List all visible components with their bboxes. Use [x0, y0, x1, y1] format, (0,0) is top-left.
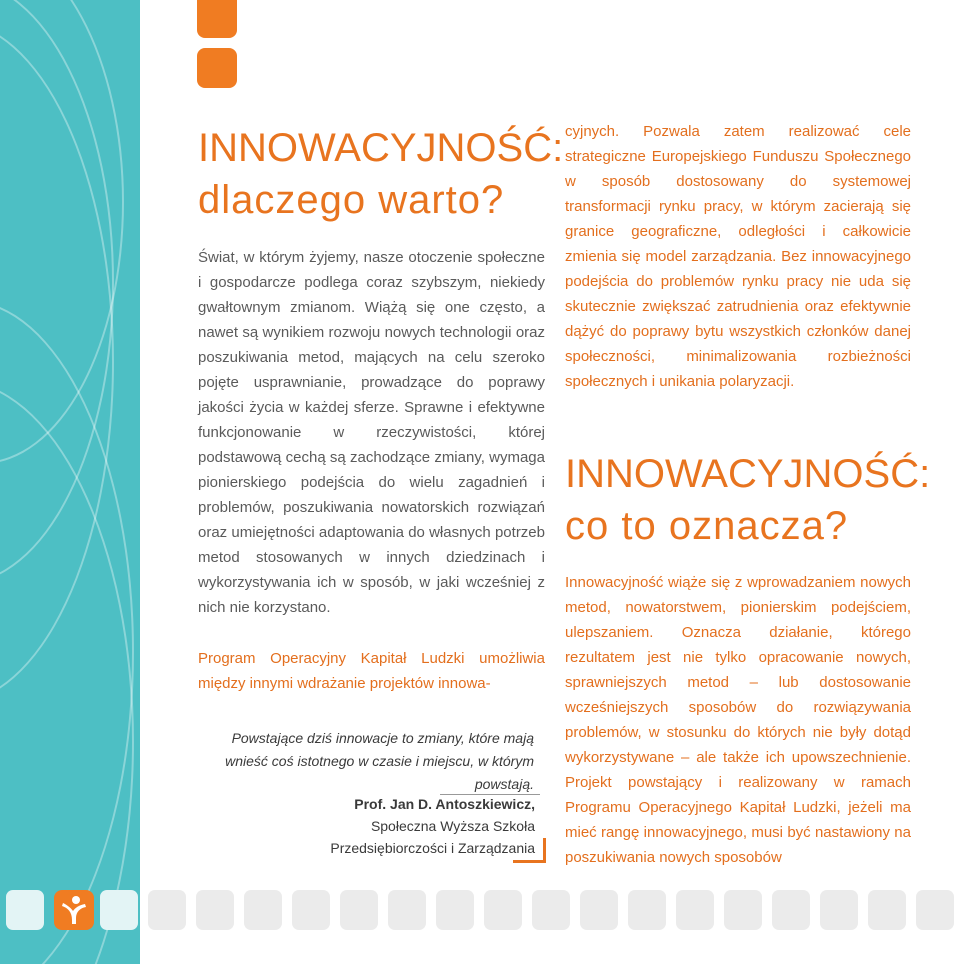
section1-paragraph-2: Program Operacyjny Kapitał Ludzki umożliwia między innymi wdrażanie projektów innowa-: [198, 650, 545, 692]
quote-author: [300, 793, 535, 859]
section2-title: [565, 448, 931, 552]
tile: [100, 890, 138, 930]
author-affiliation-line1: Społeczna Wyższa Szkoła: [370, 818, 535, 834]
tile: [868, 890, 906, 930]
tile: [820, 890, 858, 930]
tile: [436, 890, 474, 930]
tile: [484, 890, 522, 930]
tile: [580, 890, 618, 930]
tile: [148, 890, 186, 930]
section1-paragraph-2-continued: cyjnych. Pozwala zatem realizować cele strategiczne Europejskiego Funduszu Społecznego w sposób dostosowany do systemowej transformacji rynku pracy, w którym zacierają się granice geograficzne, odległości i całkowicie zmienia się model zarządzania. Bez innowacyjnego podejścia do problemów rynku pracy nie uda się skutecznie zwiększać zatrudnienia oraz efektywnie dążyć do poprawy bytu wszystkich członków danej społeczności, minimalizowania rozbieżności społecznych i unikania polaryzacji.: [565, 123, 911, 390]
person-logo-icon: [54, 890, 94, 930]
tile: [724, 890, 762, 930]
section2-title-line1: INNOWACYJNOŚĆ:: [565, 452, 931, 496]
decorative-tiles-row: [0, 890, 960, 934]
tile: [388, 890, 426, 930]
logo-icon: [54, 890, 94, 930]
tile: [772, 890, 810, 930]
section1-title-line2: dlaczego warto?: [198, 178, 505, 222]
author-name: Prof. Jan D. Antoszkiewicz,: [354, 796, 535, 812]
section1-paragraph-1: Świat, w którym żyjemy, nasze otoczenie społeczne i gospodarcze podlega coraz szybszym, niekiedy gwałtownym zmianom. Wiążą się one często, a nawet są wynikiem rozwoju nowych technologii oraz poszukiwania metod, mających na celu szeroko pojęte usprawnianie, prowadzące do poprawy jakości życia w każdej sferze. Sprawne i efektywne funkcjonowanie w rzeczywistości, której podstawową cechą są zachodzące zmiany, wymaga pionierskiego podejścia do wielu zagadnień i problemów, poszukiwania nowatorskich rozwiązań oraz umiejętności adaptowania do własnych potrzeb metod stosowanych w innych dziedzinach i wykorzystywania ich w sposób, w jaki wcześniej z nich nie korzystano.: [198, 249, 545, 616]
section2-title-line2: co to oznacza?: [565, 504, 849, 548]
author-bracket-decoration: [513, 838, 546, 863]
section1-title: [198, 122, 564, 226]
author-affiliation-line2: Przedsiębiorczości i Zarządzania: [330, 840, 535, 856]
tile: [628, 890, 666, 930]
tile: [676, 890, 714, 930]
tile: [532, 890, 570, 930]
tile: [244, 890, 282, 930]
tile: [916, 890, 954, 930]
orange-square-top: [197, 0, 237, 38]
tile: [196, 890, 234, 930]
tile: [340, 890, 378, 930]
section1-title-line1: INNOWACYJNOŚĆ:: [198, 126, 564, 170]
tile: [6, 890, 44, 930]
pull-quote: Powstające dziś innowacje to zmiany, które mają wnieść coś istotnego w czasie i miejscu, w którym powstają.: [225, 730, 534, 792]
section2-paragraph: Innowacyjność wiąże się z wprowadzaniem nowych metod, nowatorstwem, pionierskim podejściem, ulepszaniem. Oznacza działanie, którego rezultatem jest nie tylko opracowanie nowych, sprawniejszych metod – lub dostosowanie wcześniejszych sposobów do rozwiązywania problemów, w stosunku do których nie były dotąd wykorzystywane – ale także ich upowszechnienie. Projekt powstający i realizowany w ramach Programu Operacyjnego Kapitał Ludzki, jeżeli ma mieć rangę innowacyjnego, musi być nastawiony na poszukiwania nowych sposobów: [565, 574, 911, 866]
tile: [292, 890, 330, 930]
orange-square-second: [197, 48, 237, 88]
teal-side-strip: [0, 0, 140, 964]
